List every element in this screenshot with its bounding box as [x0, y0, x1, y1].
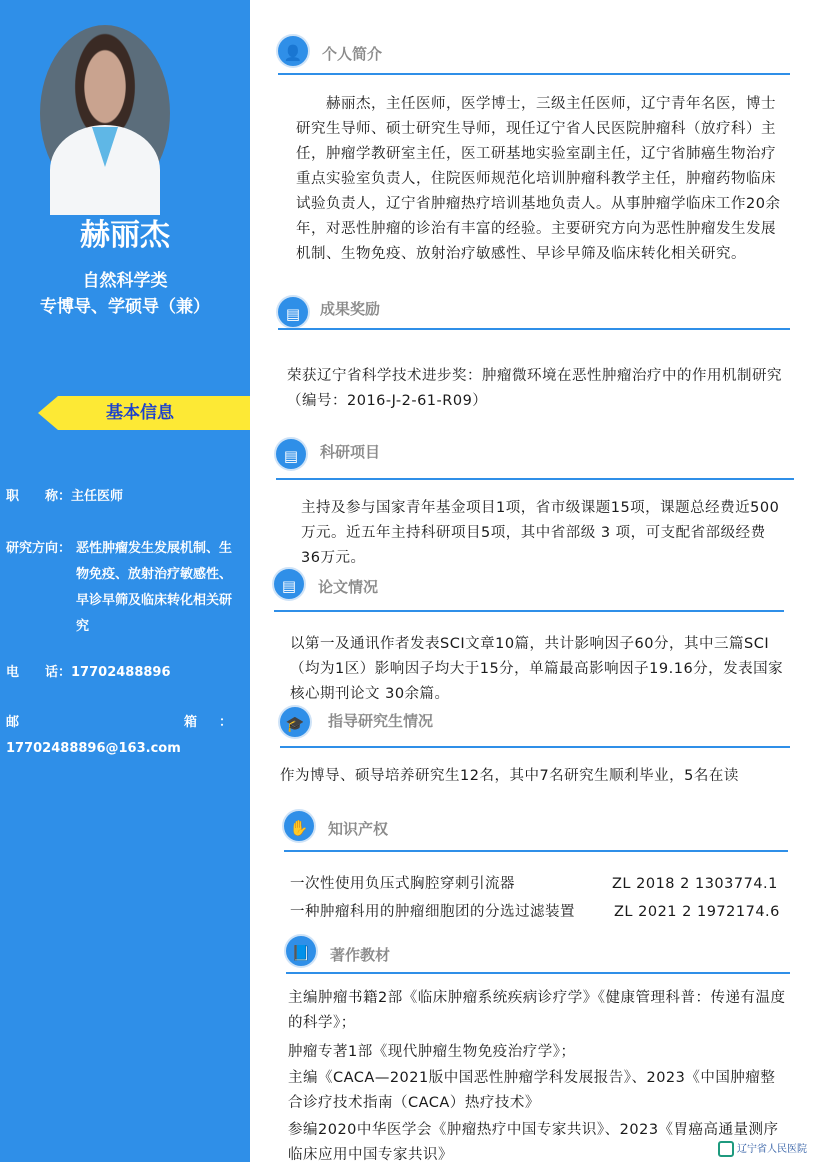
info-title-value: 主任医师 [71, 489, 124, 504]
email-label-char: 邮 [6, 715, 20, 730]
section-title-awards: 成果奖励 [320, 300, 381, 318]
info-phone-value: 17702488896 [71, 665, 171, 680]
hospital-logo-icon [718, 1141, 734, 1157]
info-research [6, 536, 244, 634]
document-icon: ▤ [272, 567, 306, 601]
section-title-books: 著作教材 [330, 946, 391, 964]
document-icon: ▤ [276, 295, 310, 329]
section-divider [284, 850, 788, 852]
papers-text: 以第一及通讯作者发表SCI文章10篇，共计影响因子60分，其中三篇SCI（均为1区）影响因子均大于15分，单篇最高影响因子19.16分，发表国家核心期刊论文 30余篇。 [290, 636, 784, 702]
avatar [40, 25, 170, 201]
section-divider [278, 328, 790, 330]
section-title-intro: 个人简介 [322, 45, 383, 63]
section-divider [276, 478, 794, 480]
books-line: 主编《CACA—2021版中国恶性肿瘤学科发展报告》、2023《中国肿瘤整合诊疗技术指南（CACA）热疗技术》 [288, 1070, 776, 1111]
person-icon: 👤 [276, 34, 310, 68]
section-title-papers: 论文情况 [318, 578, 379, 596]
ip-item-name: 一种肿瘤科用的肿瘤细胞团的分选过滤装置 [290, 904, 575, 920]
section-divider [280, 746, 790, 748]
profile-advisor: 专博导、学硕导（兼） [40, 297, 210, 317]
section-divider [278, 73, 790, 75]
section-divider [286, 972, 790, 974]
books-line: 肿瘤专著1部《现代肿瘤生物免疫治疗学》； [288, 1044, 576, 1060]
section-title-students: 指导研究生情况 [328, 712, 434, 730]
graduation-cap-icon: 🎓 [278, 705, 312, 739]
hospital-logo [718, 1140, 816, 1160]
sidebar [0, 0, 250, 1162]
info-phone [6, 660, 171, 686]
projects-text: 主持及参与国家青年基金项目1项，省市级课题15项，课题总经费近500万元。近五年主持科研项目5项，其中省部级 3 项，可支配省部级经费 36万元。 [301, 500, 780, 566]
basic-info-label: 基本信息 [106, 403, 174, 423]
info-research-label: 研究方向： [6, 541, 72, 556]
books-line: 主编肿瘤书籍2部《临床肿瘤系统疾病诊疗学》《健康管理科普：传递有温度的科学》； [288, 990, 786, 1031]
book-icon: 📘 [284, 934, 318, 968]
ip-item-code: ZL 2018 2 1303774.1 [612, 876, 778, 892]
handshake-icon: ✋ [282, 809, 316, 843]
intro-text: 赫丽杰，主任医师，医学博士，三级主任医师，辽宁青年名医，博士研究生导师、硕士研究生导师，现任辽宁省人民医院肿瘤科（放疗科）主任，肿瘤学教研室主任，医工研基地实验室副主任，辽宁省肺癌生物治疗重点实验室负责人，住院医师规范化培训肿瘤科教学主任，肿瘤药物临床试验负责人，辽宁省肿瘤热疗培训基地负责人。从事肿瘤学临床工作20余年，对恶性肿瘤的诊治有丰富的经验。主要研究方向为恶性肿瘤发生发展机制、生物免疫、放射治疗敏感性、早诊早筛及临床转化相关研究。 [296, 96, 781, 262]
info-phone-label: 电 话： [6, 665, 72, 680]
email-label-char: 箱 [184, 715, 198, 730]
ip-item-name: 一次性使用负压式胸腔穿刺引流器 [290, 876, 515, 892]
profile-name: 赫丽杰 [80, 218, 170, 253]
section-title-projects: 科研项目 [320, 443, 381, 461]
document-icon: ▤ [274, 437, 308, 471]
profile-subject: 自然科学类 [82, 271, 168, 291]
info-email-label [6, 710, 232, 736]
email-label-colon: ： [218, 715, 232, 730]
info-title-label: 职 称： [6, 489, 72, 504]
students-text: 作为博导、硕导培养研究生12名，其中7名研究生顺利毕业，5名在读 [280, 768, 739, 784]
section-title-ip: 知识产权 [328, 820, 389, 838]
hospital-logo-text: 辽宁省人民医院 [737, 1144, 807, 1155]
info-title [6, 484, 123, 510]
ip-item-code: ZL 2021 2 1972174.6 [614, 904, 780, 920]
books-line: 参编2020中华医学会《肿瘤热疗中国专家共识》、2023《胃癌高通量测序临床应用中国专家共识》 [288, 1122, 779, 1163]
awards-text: 荣获辽宁省科学技术进步奖：肿瘤微环境在恶性肿瘤治疗中的作用机制研究（编号：2016-J-2-61-R09） [287, 368, 782, 409]
section-divider [274, 610, 784, 612]
info-email-value[interactable]: 17702488896@163.com [6, 741, 181, 756]
info-research-value: 恶性肿瘤发生发展机制、生物免疫、放射治疗敏感性、早诊早筛及临床转化相关研究 [76, 541, 233, 634]
